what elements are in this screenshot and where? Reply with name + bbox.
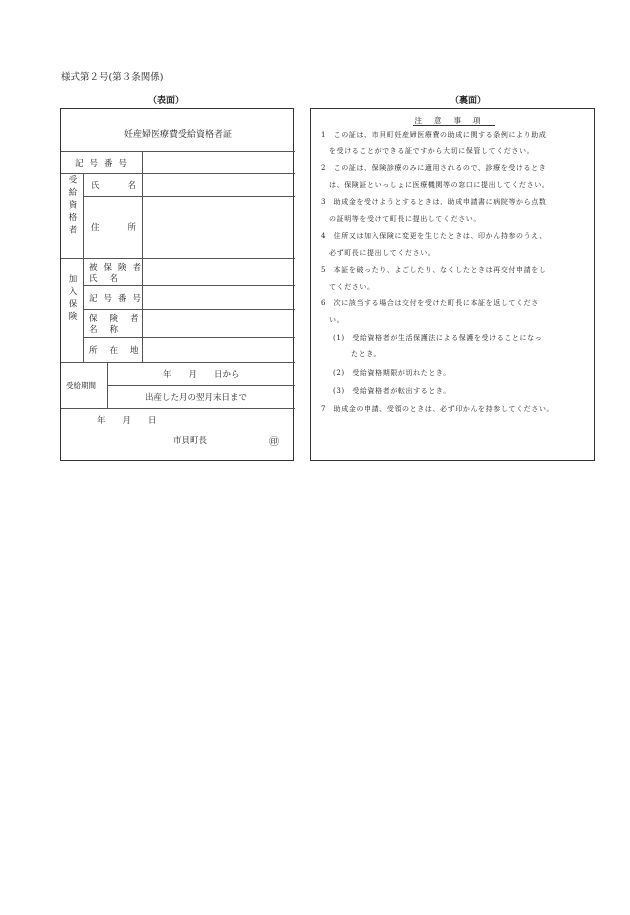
notice-line: 2 この証は、保険診療のみに適用されるので、診療を受けるとき: [321, 164, 547, 172]
name-label: 氏名: [91, 181, 165, 191]
location-label: 所在地: [89, 346, 151, 356]
period-label: 受給期間: [66, 381, 96, 390]
period-start: 年 月 日から: [163, 370, 240, 380]
divider: [83, 196, 295, 197]
form-label: 様式第２号(第３条関係): [61, 72, 164, 83]
notice-line: てください。: [329, 283, 375, 291]
notice-line: (1) 受給資格者が生活保護法による保護を受けることになっ: [333, 334, 543, 342]
issuer-name: 市貝町長: [173, 436, 208, 446]
notice-line: 3 助成金を受けようとするときは、助成申請書に病院等から点数: [321, 198, 547, 206]
notice-line: を受けることができる証ですから大切に保管してください。: [329, 147, 535, 155]
divider: [61, 362, 295, 363]
notice-line: (2) 受給資格期限が切れたとき。: [333, 369, 451, 377]
divider: [61, 258, 295, 259]
notice-line: たとき。: [351, 350, 382, 358]
record-number-label: 記号番号: [75, 159, 134, 169]
insurance-record-number-label: 記号番号: [89, 294, 148, 304]
issue-date: 年 月 日: [97, 416, 157, 426]
notice-line: 4 住所又は加入保険に変更を生じたときは、印かん持参のうえ、: [321, 232, 547, 240]
address-label: 住所: [91, 223, 165, 233]
notice-heading-text: 注意事項: [414, 116, 493, 125]
insured-name-label-line2: 氏名: [89, 274, 131, 284]
insurer-name-label-line2: 名称: [89, 325, 131, 335]
recipient-group-label: 受給資格者: [67, 175, 77, 238]
divider: [61, 151, 295, 152]
divider: [61, 408, 295, 409]
divider: [83, 309, 295, 310]
notice-line: 5 本証を破ったり、よごしたり、なくしたときは再交付申請をし: [321, 266, 547, 274]
back-side-title: （裏面）: [450, 96, 487, 106]
period-end: 出産した月の翌月末日まで: [145, 393, 248, 403]
divider: [83, 285, 295, 286]
front-side-title: （表面）: [148, 96, 185, 106]
divider: [83, 258, 84, 362]
notice-line: 1 この証は、市貝町妊産婦医療費の助成に関する条例により助成: [321, 131, 547, 139]
divider: [107, 362, 108, 408]
insured-name-label-line1: 被保険者: [89, 263, 148, 273]
divider: [83, 173, 84, 258]
notice-line: の証明等を受けて町長に提出してください。: [329, 215, 481, 223]
seal-mark: ㊞: [269, 437, 279, 448]
notice-line: い。: [329, 316, 345, 324]
insurer-name-label-line1: 保険者: [89, 314, 151, 324]
certificate-title: 妊産婦医療費受給資格者証: [123, 130, 232, 140]
notice-line: は、保険証といっしょに医療機関等の窓口に提出してください。: [329, 181, 550, 189]
notice-line: 7 助成金の申請、受領のときは、必ず印かんを持参してください。: [321, 405, 555, 413]
insurance-group-label: 加入保険: [67, 274, 77, 324]
notice-line: 6 次に該当する場合は交付を受けた町長に本証を返してくださ: [321, 299, 539, 307]
back-notice: [310, 108, 595, 461]
front-certificate: [60, 108, 294, 461]
notice-heading: [311, 115, 596, 126]
divider: [107, 385, 295, 386]
notice-line: (3) 受給資格者が転出するとき。: [333, 387, 451, 395]
divider: [61, 173, 295, 174]
notice-line: 必ず町長に提出してください。: [329, 249, 436, 257]
divider: [83, 337, 295, 338]
